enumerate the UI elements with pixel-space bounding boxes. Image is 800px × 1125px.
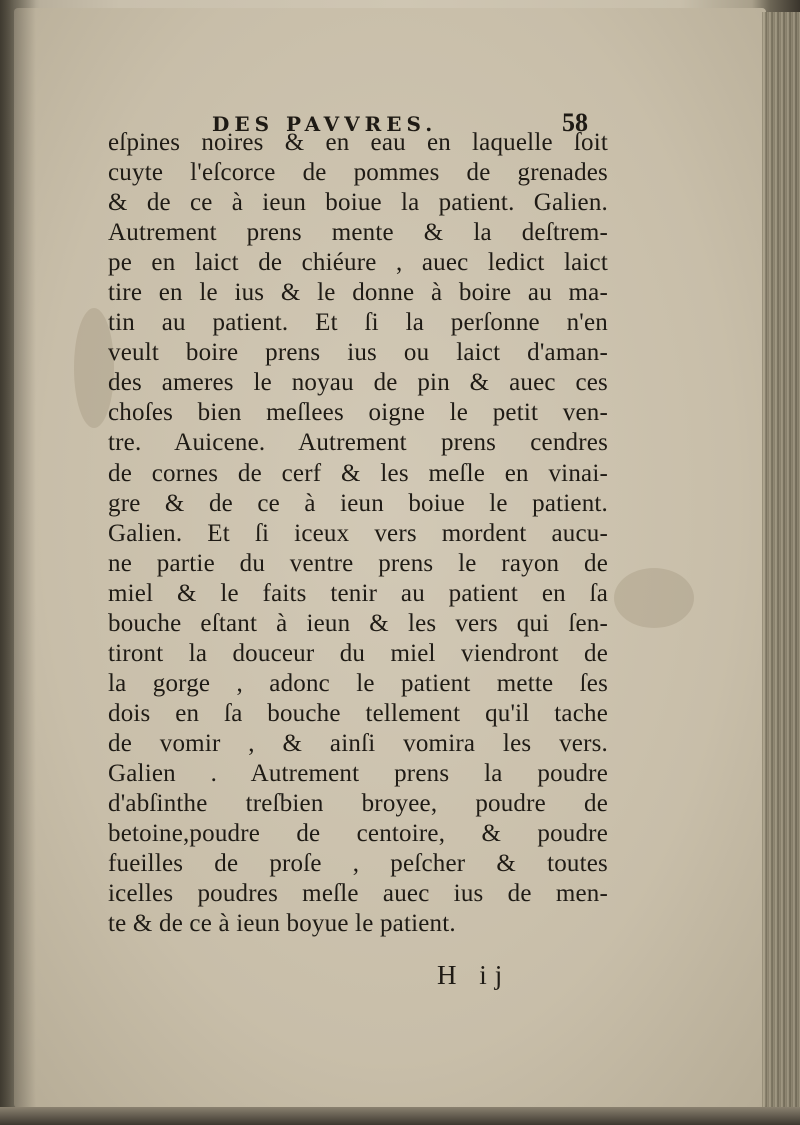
- text-line: dois en ſa bouche tellement qu'il tache: [108, 699, 608, 727]
- text-line: de vomir , & ainſi vomira les vers.: [108, 729, 608, 757]
- text-line: Galien . Autrement prens la poudre: [108, 759, 608, 787]
- text-line: bouche eſtant à ieun & les vers qui ſen-: [108, 609, 608, 637]
- paper-stain: [614, 568, 694, 628]
- text-line: veult boire prens ius ou laict d'aman-: [108, 339, 608, 367]
- running-title: DES PAVVRES.: [212, 112, 438, 136]
- text-line: cuyte l'eſcorce de pommes de grenades: [108, 159, 608, 187]
- book-edge-bottom: [0, 1107, 800, 1125]
- text-line: tiront la douceur du miel viendront de: [108, 639, 608, 667]
- text-line: ne partie du ventre prens le rayon de: [108, 549, 608, 577]
- signature-mark: H ij: [437, 960, 511, 990]
- page-number: 58: [562, 108, 588, 137]
- text-line: d'abſinthe treſbien broyee, poudre de: [108, 790, 608, 818]
- text-line: tre. Auicene. Autrement prens cendres: [108, 429, 608, 457]
- text-line: tire en le ius & le donne à boire au ma-: [108, 279, 608, 307]
- text-line: la gorge , adonc le patient mette ſes: [108, 669, 608, 697]
- text-line: Autrement prens mente & la deſtrem-: [108, 219, 608, 247]
- spine-shadow: [0, 0, 36, 1125]
- text-line: Galien. Et ſi iceux vers mordent aucu-: [108, 519, 608, 547]
- text-line: miel & le faits tenir au patient en ſa: [108, 579, 608, 607]
- text-line: fueilles de proſe , peſcher & toutes: [108, 850, 608, 878]
- text-line: & de ce à ieun boiue la patient. Galien.: [108, 189, 608, 217]
- text-line: te & de ce à ieun boyue le patient.: [108, 910, 456, 938]
- body-text: [108, 128, 608, 939]
- text-line: eſpines noires & en eau en laquelle ſoit: [108, 129, 608, 156]
- text-line: betoine,poudre de centoire, & poudre: [108, 820, 608, 848]
- text-line: de cornes de cerf & les meſle en vinai-: [108, 459, 608, 487]
- page-edges: [762, 12, 800, 1112]
- text-line: gre & de ce à ieun boiue le patient.: [108, 489, 608, 517]
- text-line: choſes bien meſlees oigne le petit ven-: [108, 399, 608, 427]
- text-line: tin au patient. Et ſi la perſonne n'en: [108, 309, 608, 337]
- text-line: pe en laict de chiéure , auec ledict laict: [108, 249, 608, 277]
- text-line: icelles poudres meſle auec ius de men-: [108, 880, 608, 908]
- text-line: des ameres le noyau de pin & auec ces: [108, 369, 608, 397]
